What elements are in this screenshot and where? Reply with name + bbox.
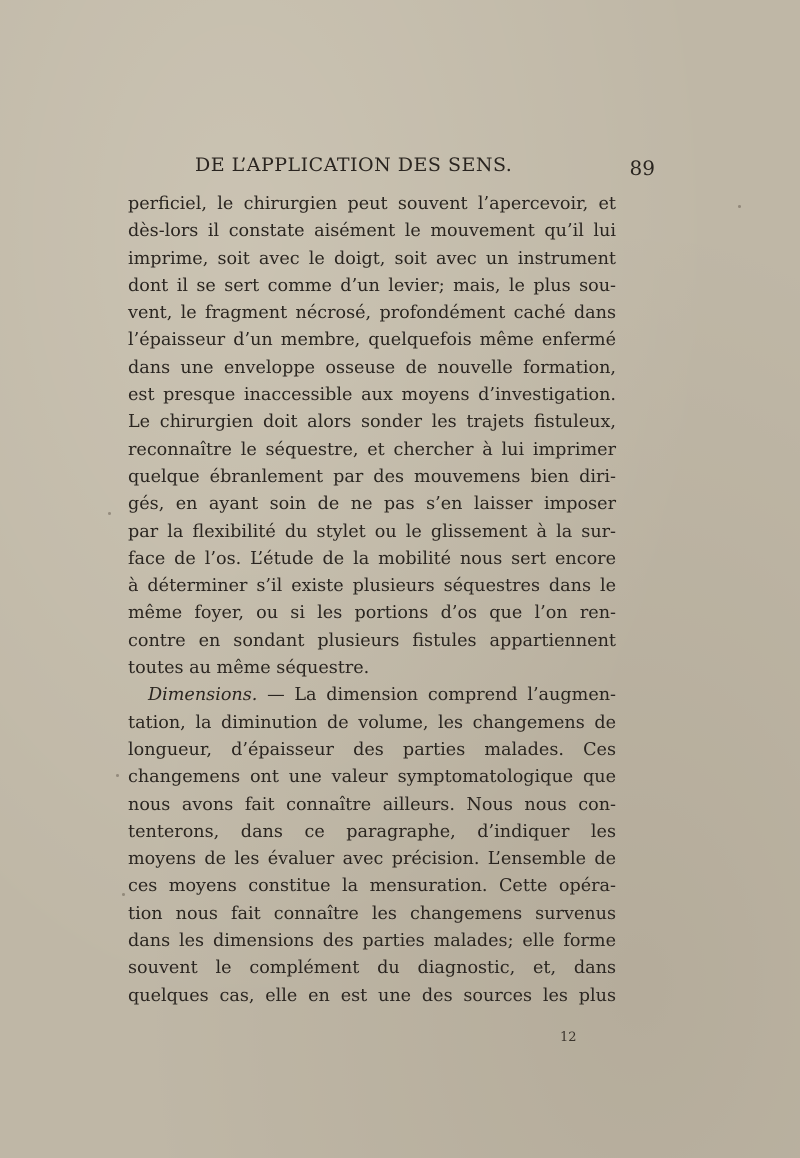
text-line: tation, la diminution de volume, les changemens de [128,712,616,733]
text-line: est presque inaccessible aux moyens d’investigation. [128,385,616,406]
text-line: dès-lors il constate aisément le mouvement qu’il lui [128,221,616,242]
text-line: l’épaisseur d’un membre, quelquefois même enfermé [128,330,616,351]
text-line: dont il se sert comme d’un levier; mais, le plus sou- [128,275,616,296]
text-line: même foyer, ou si les portions d’os que l’on ren- [128,603,616,624]
paper-speck [738,205,741,208]
text-line: reconnaître le séquestre, et chercher à lui imprimer [128,439,616,460]
text-line: tenterons, dans ce paragraphe, d’indiquer les [128,821,616,842]
text-line: par la flexibilité du stylet ou le glissement à la sur- [128,521,616,542]
text-line: moyens de les évaluer avec précision. L’ensemble de [128,849,616,870]
text-line: quelques cas, elle en est une des sources les plus [128,985,616,1006]
text-line: ces moyens constitue la mensuration. Cette opéra- [128,876,616,897]
text-line: Le chirurgien doit alors sonder les trajets fistuleux, [128,412,616,433]
text-line: toutes au même séquestre. [128,658,370,679]
paragraph-lead-line [128,682,616,709]
text-line: tion nous fait connaître les changemens survenus [128,903,616,924]
text-line: contre en sondant plusieurs fistules appartiennent [128,630,616,651]
text-line: souvent le complément du diagnostic, et, dans [128,958,616,979]
running-title: DE L’APPLICATION DES SENS. [195,154,513,176]
text-line: dans une enveloppe osseuse de nouvelle formation, [128,357,616,378]
text-line: changemens ont une valeur symptomatologique que [128,767,616,788]
text-line: perficiel, le chirurgien peut souvent l’apercevoir, et [128,194,616,214]
signature-mark: 12 [560,1030,577,1045]
text-line: nous avons fait connaître ailleurs. Nous nous con- [128,794,616,815]
text-line: gés, en ayant soin de ne pas s’en laisser imposer [128,494,616,515]
text-line: quelque ébranlement par des mouvemens bien diri- [128,466,616,487]
paper-speck [116,774,119,777]
paper-speck [122,893,125,896]
text-line: dans les dimensions des parties malades; elle forme [128,931,616,952]
paper-speck [108,512,111,515]
section-lead: Dimensions. [148,685,258,706]
text-line: face de l’os. L’étude de la mobilité nous sert encore [128,548,616,569]
text-line: imprime, soit avec le doigt, soit avec un instrument [128,248,616,269]
text-line: à déterminer s’il existe plusieurs séquestres dans le [128,576,616,597]
body-text [128,191,616,1010]
page-header [195,154,655,188]
text-line: vent, le fragment nécrosé, profondément caché dans [128,303,616,324]
text-line: longueur, d’épaisseur des parties malades. Ces [128,739,616,760]
lead-line-rest: — La dimension comprend l’augmen- [267,685,617,706]
page-number: 89 [629,156,655,180]
